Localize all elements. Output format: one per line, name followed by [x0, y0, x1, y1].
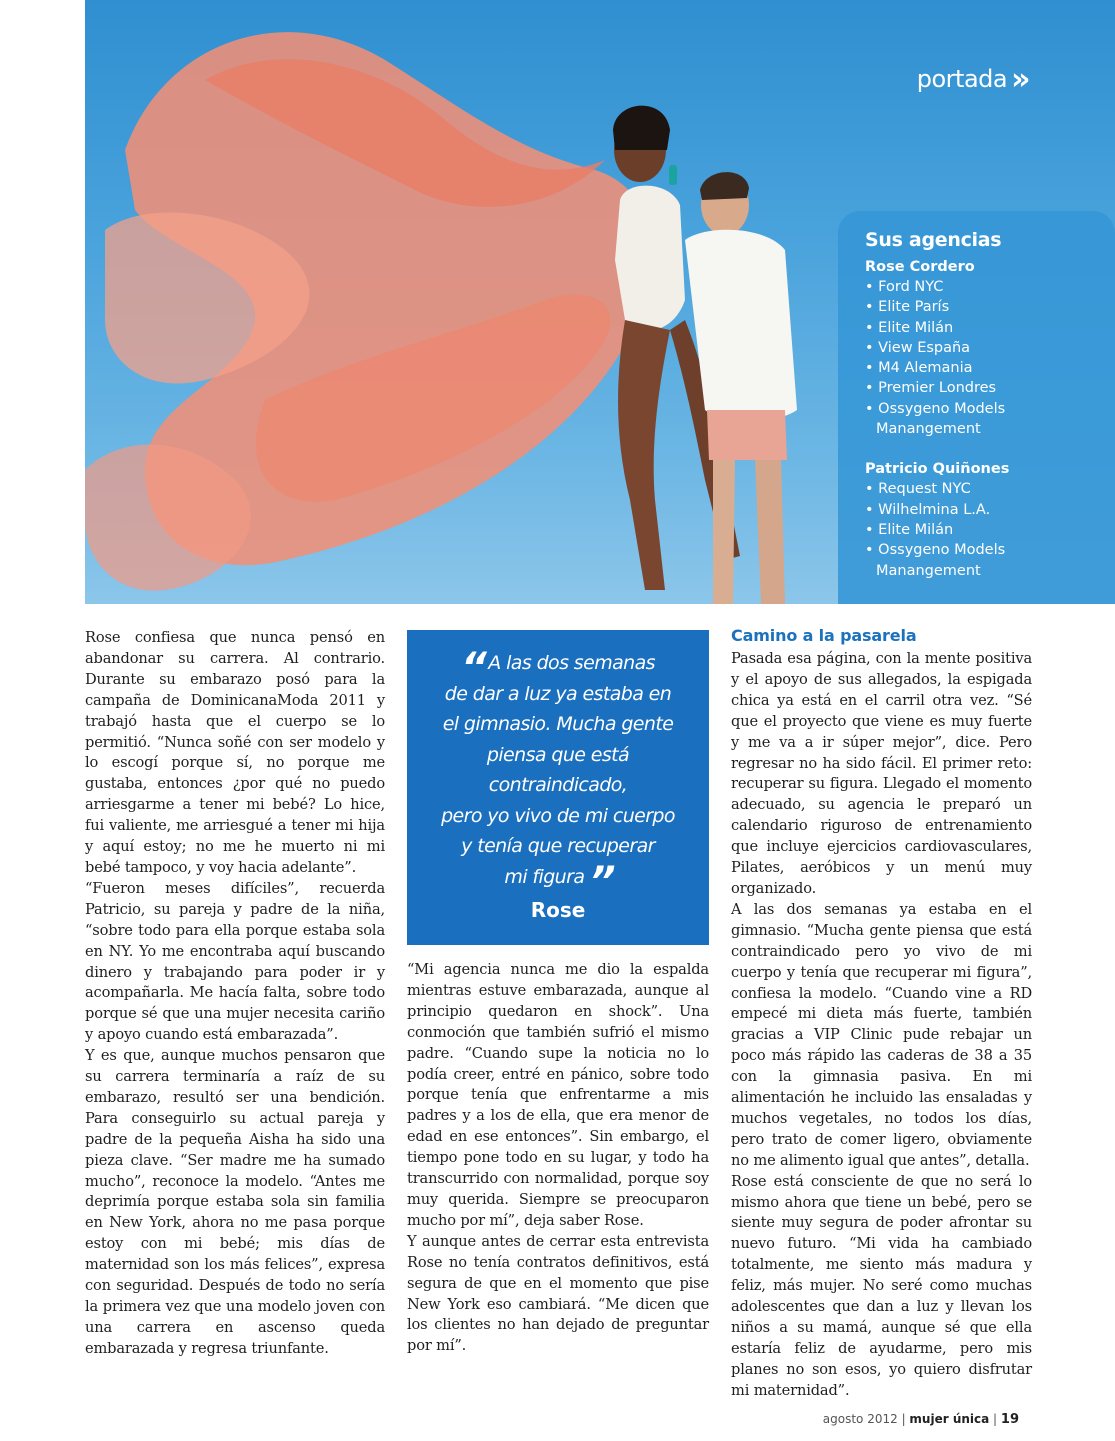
quote-line: piensa que está: [486, 743, 630, 766]
woman-swimsuit: [615, 186, 685, 331]
earring: [669, 165, 677, 185]
article-paragraph: Pasada esa página, con la mente positiva y el apoyo de sus allegados, la espigada chica ya está en el carril otra vez. “Sé que el proyecto que viene es muy fuerte y me va a ir súper mejor”, dice. Pero regresar no ha sido fácil. El primer reto: recuperar su figura. Llegado el momento adecuado, su agencia le preparó un calendario riguroso de entrenamiento que incluye ejercicios cardiovasculares, Pilates, aeróbicos y un menú muy organizado.: [731, 650, 1032, 897]
article-paragraph: Rose confiesa que nunca pensó en abandonar su carrera. Al contrario. Durante su embarazo posó para la campaña de DominicanaModa 2011 y trabajó hasta que el cuerpo se lo permitió. “Nunca soñé con ser modelo y lo escogí porque sí, no porque me gustaba, entonces ¿por qué no puedo arriesgarme a tener mi bebé? Lo hice, fui valiente, me arriesgué a tener mi hija y aquí estoy; no me he muerto ni mi bebé tampoco, y voy hacia adelante”.: [85, 629, 385, 876]
footer-separator: |: [989, 1412, 1001, 1426]
pull-quote: [407, 630, 709, 945]
man-leg: [713, 460, 735, 604]
agency-item: • Ossygeno Models Manangement: [865, 540, 1105, 581]
man-hair: [700, 172, 749, 200]
section-label: [917, 62, 1030, 97]
article-column-2: [407, 960, 709, 1357]
quote-line: el gimnasio. Mucha gente: [442, 713, 674, 735]
article-paragraph: Y aunque antes de cerrar esta entrevista Rose no tenía contratos definitivos, está segura de que en el momento que pise New York eso cambiará. “Me dicen que los clientes no han dejado de preguntar por mí”.: [407, 1232, 709, 1355]
agency-list: [865, 277, 1105, 439]
footer-separator: |: [897, 1412, 910, 1426]
agency-item: • Elite París: [865, 297, 1105, 317]
agency-person-name: Patricio Quiñones: [865, 461, 1010, 478]
pull-quote-attribution: Rose: [530, 898, 586, 922]
article-paragraph: “Fueron meses difíciles”, recuerda Patricio, su pareja y padre de la niña, “sobre todo para ella porque estaba sola en NY. Yo me encontraba aquí buscando dinero y trabajando para poder ir y acompañarla. Me hacía falta, sobre todo porque sé que una mujer necesita cariño y apoyo cuando está embarazada”.: [85, 879, 385, 1044]
article-paragraph: Rose está consciente de que no será lo mismo ahora que tiene un bebé, pero se siente muy segura de poder afrontar su nuevo futuro. “Mi vida ha cambiado totalmente, me siento más madura y feliz, más mujer. No seré como muchas adolescentes que dan a luz y llevan los niños a su mamá, aunque sé que ella estaría feliz de ayudarme, pero mis planes no son esos, yo quiero disfrutar mi maternidad”.: [731, 1172, 1032, 1399]
quote-line: mi figura: [504, 865, 585, 888]
issue-date: agosto 2012: [822, 1412, 898, 1426]
article-paragraph: A las dos semanas ya estaba en el gimnasio. “Mucha gente piensa que está contraindicado pero yo vivo de mi cuerpo y tenía que recuperar mi figura”, confiesa la modelo. “Cuando vine a RD empecé mi dieta más fuerte, también gracias a VIP Clinic pude rebajar un poco más rápido las caderas de 38 a 35 con la gimnasia pasiva. En mi alimentación he incluido las ensaladas y muchos vegetales, no todos los días, pero trato de comer ligero, obviamente no me alimento igual que antes”, detalla.: [731, 900, 1032, 1169]
agency-item: • Elite Milán: [865, 318, 1105, 338]
agency-item: • Elite Milán: [865, 520, 1105, 540]
chevron-right-icon: »: [1011, 62, 1030, 97]
section-subhead: Camino a la pasarela: [731, 626, 917, 645]
quote-line: pero yo vivo de mi cuerpo: [441, 804, 675, 827]
agency-item: • Ford NYC: [865, 277, 1105, 297]
quote-line: de dar a luz ya estaba en: [444, 682, 672, 705]
spacer: [865, 439, 1105, 459]
agency-list: [865, 479, 1105, 580]
agency-item: • Ossygeno Models Manangement: [865, 399, 1105, 440]
magazine-brand: mujer única: [909, 1412, 990, 1426]
woman-leg: [618, 320, 670, 590]
close-quote-mark: ”: [589, 858, 612, 905]
agency-item: • Request NYC: [865, 479, 1105, 499]
page-number: 19: [1000, 1412, 1019, 1427]
woman-hair: [613, 106, 670, 150]
pull-quote-text: [419, 645, 697, 905]
article-column-1: [85, 628, 385, 1360]
agency-item: • Premier Londres: [865, 378, 1105, 398]
section-name: portada: [916, 65, 1008, 93]
page-footer: [823, 1412, 1019, 1427]
agencies-title: Sus agencias: [865, 229, 1002, 251]
article-paragraph: “Mi agencia nunca me dio la espalda mientras estuve embarazada, aunque al principio quedaron en shock”. Una conmoción que también sufrió el mismo padre. “Cuando supe la noticia no lo podía creer, entré en pánico, sobre todo porque tenía que enfrentarme a mis padres y a los de ella, que era menor de edad en ese entonces”. Sin embargo, el tiempo pone todo en su lugar, y todo ha transcurrido con normalidad, porque soy muy querida. Siempre se preocuparon mucho por mí”, deja saber Rose.: [407, 961, 709, 1229]
open-quote-mark: “: [461, 645, 483, 691]
article-paragraph: Y es que, aunque muchos pensaron que su carrera terminaría a raíz de su embarazo, resultó ser una bendición. Para conseguirlo su actual pareja y padre de la pequeña Aisha ha sido una pieza clave. “Ser madre me ha sumado mucho”, reconoce la modelo. “Antes me deprimía porque estaba sola sin familia en New York, ahora no me pasa porque estoy con mi bebé; mis días de maternidad son los más felices”, expresa con seguridad. Después de todo no sería la primera vez que una modelo joven con una carrera en ascenso queda embarazada y regresa triunfante.: [85, 1047, 385, 1357]
article-column-3: [731, 625, 1032, 1402]
agency-item: • View España: [865, 338, 1105, 358]
man-shorts: [707, 410, 787, 460]
quote-line: contraindicado,: [488, 774, 628, 796]
quote-line: y tenía que recuperar: [461, 835, 655, 857]
man-leg: [755, 460, 785, 604]
agency-item: • M4 Alemania: [865, 358, 1105, 378]
agencies-box: [838, 211, 1115, 604]
agency-item: • Wilhelmina L.A.: [865, 500, 1105, 520]
quote-line: A las dos semanas: [488, 652, 655, 674]
agency-person-name: Rose Cordero: [865, 259, 975, 275]
